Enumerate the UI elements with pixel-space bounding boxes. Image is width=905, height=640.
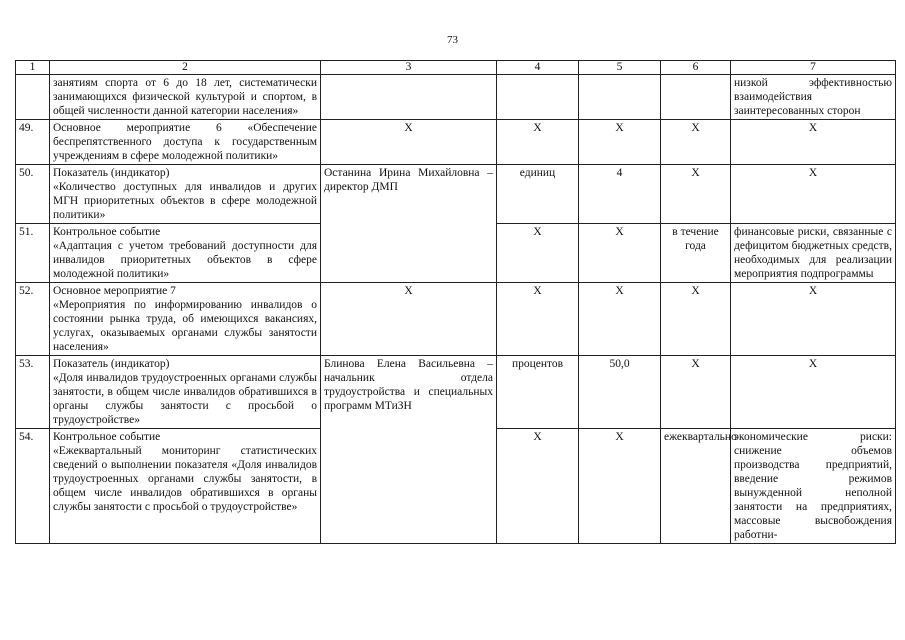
row-term: в течение года bbox=[661, 224, 731, 283]
row-number: 54. bbox=[16, 429, 50, 544]
row-unit: Х bbox=[497, 429, 579, 544]
row-unit: единиц bbox=[497, 165, 579, 224]
row-number bbox=[16, 75, 50, 120]
row-value: 50,0 bbox=[579, 356, 661, 429]
row-name: Основное мероприятие 7 «Мероприятия по информированию инвалидов о состоянии рынка труда, об имеющихся вакансиях, услугах, оказываемых органами службы занятости населения» bbox=[50, 283, 321, 356]
row-risks: Х bbox=[731, 165, 896, 224]
row-risks: финансовые риски, связанные с дефицитом бюджетных средств, необходимых для реализации мероприятия подпрограммы bbox=[731, 224, 896, 283]
row-risks: Х bbox=[731, 283, 896, 356]
column-header: 7 bbox=[731, 61, 896, 75]
column-header: 5 bbox=[579, 61, 661, 75]
column-header: 4 bbox=[497, 61, 579, 75]
row-value: Х bbox=[579, 224, 661, 283]
row-number: 50. bbox=[16, 165, 50, 224]
page-number: 73 bbox=[447, 34, 458, 46]
row-responsible: Блинова Елена Васильевна – начальник отдела трудоустройства и специальных программ МТиЗН bbox=[321, 356, 497, 544]
column-header: 3 bbox=[321, 61, 497, 75]
row-name: Основное мероприятие 6 «Обеспечение беспрепятственного доступа к государственным учреждениям в сфере молодежной политики» bbox=[50, 120, 321, 165]
row-value: Х bbox=[579, 429, 661, 544]
row-number: 52. bbox=[16, 283, 50, 356]
row-name: занятиям спорта от 6 до 18 лет, систематически занимающихся физической культурой и спортом, в общей численности данной категории населения» bbox=[50, 75, 321, 120]
row-value: 4 bbox=[579, 165, 661, 224]
row-unit: Х bbox=[497, 283, 579, 356]
column-header: 6 bbox=[661, 61, 731, 75]
measures-table bbox=[15, 60, 896, 544]
row-responsible: Х bbox=[321, 120, 497, 165]
row-value: Х bbox=[579, 283, 661, 356]
column-header: 1 bbox=[16, 61, 50, 75]
row-unit: Х bbox=[497, 224, 579, 283]
row-risks: низкой эффективностью взаимодействия заинтересованных сторон bbox=[731, 75, 896, 120]
row-risks: Х bbox=[731, 356, 896, 429]
row-term: Х bbox=[661, 283, 731, 356]
row-responsible bbox=[321, 75, 497, 120]
row-value: Х bbox=[579, 120, 661, 165]
row-unit: процентов bbox=[497, 356, 579, 429]
row-risks: экономические риски: снижение объемов производства предприятий, введение режимов вынужденной неполной занятости на предприятиях, массовые высвобождения работни- bbox=[731, 429, 896, 544]
table-row bbox=[16, 120, 896, 165]
row-term: Х bbox=[661, 356, 731, 429]
row-number: 51. bbox=[16, 224, 50, 283]
row-unit: Х bbox=[497, 120, 579, 165]
table-row bbox=[16, 356, 896, 429]
row-term: Х bbox=[661, 120, 731, 165]
row-term: Х bbox=[661, 165, 731, 224]
row-unit bbox=[497, 75, 579, 120]
row-value bbox=[579, 75, 661, 120]
row-name: Контрольное событие «Адаптация с учетом требований доступности для инвалидов приоритетных объектов в сфере молодежной политики» bbox=[50, 224, 321, 283]
column-number-row bbox=[16, 61, 896, 75]
row-term bbox=[661, 75, 731, 120]
table-row bbox=[16, 165, 896, 224]
column-header: 2 bbox=[50, 61, 321, 75]
row-name: Показатель (индикатор) «Количество доступных для инвалидов и других МГН приоритетных объектов в сфере молодежной политики» bbox=[50, 165, 321, 224]
row-name: Контрольное событие «Ежеквартальный мониторинг статистических сведений о выполнении показателя «Доля инвалидов трудоустроенных органами службы занятости, в общем числе инвалидов обратившихся в органы службы занятости с просьбой о трудоустройстве» bbox=[50, 429, 321, 544]
row-number: 53. bbox=[16, 356, 50, 429]
row-responsible: Х bbox=[321, 283, 497, 356]
table-row bbox=[16, 283, 896, 356]
row-number: 49. bbox=[16, 120, 50, 165]
row-term: ежеквартально bbox=[661, 429, 731, 544]
row-risks: Х bbox=[731, 120, 896, 165]
table-row bbox=[16, 75, 896, 120]
row-name: Показатель (индикатор) «Доля инвалидов трудоустроенных органами службы занятости, в общем числе инвалидов обратившихся в органы службы занятости с просьбой о трудоустройстве» bbox=[50, 356, 321, 429]
row-responsible: Останина Ирина Михайловна – директор ДМП bbox=[321, 165, 497, 283]
